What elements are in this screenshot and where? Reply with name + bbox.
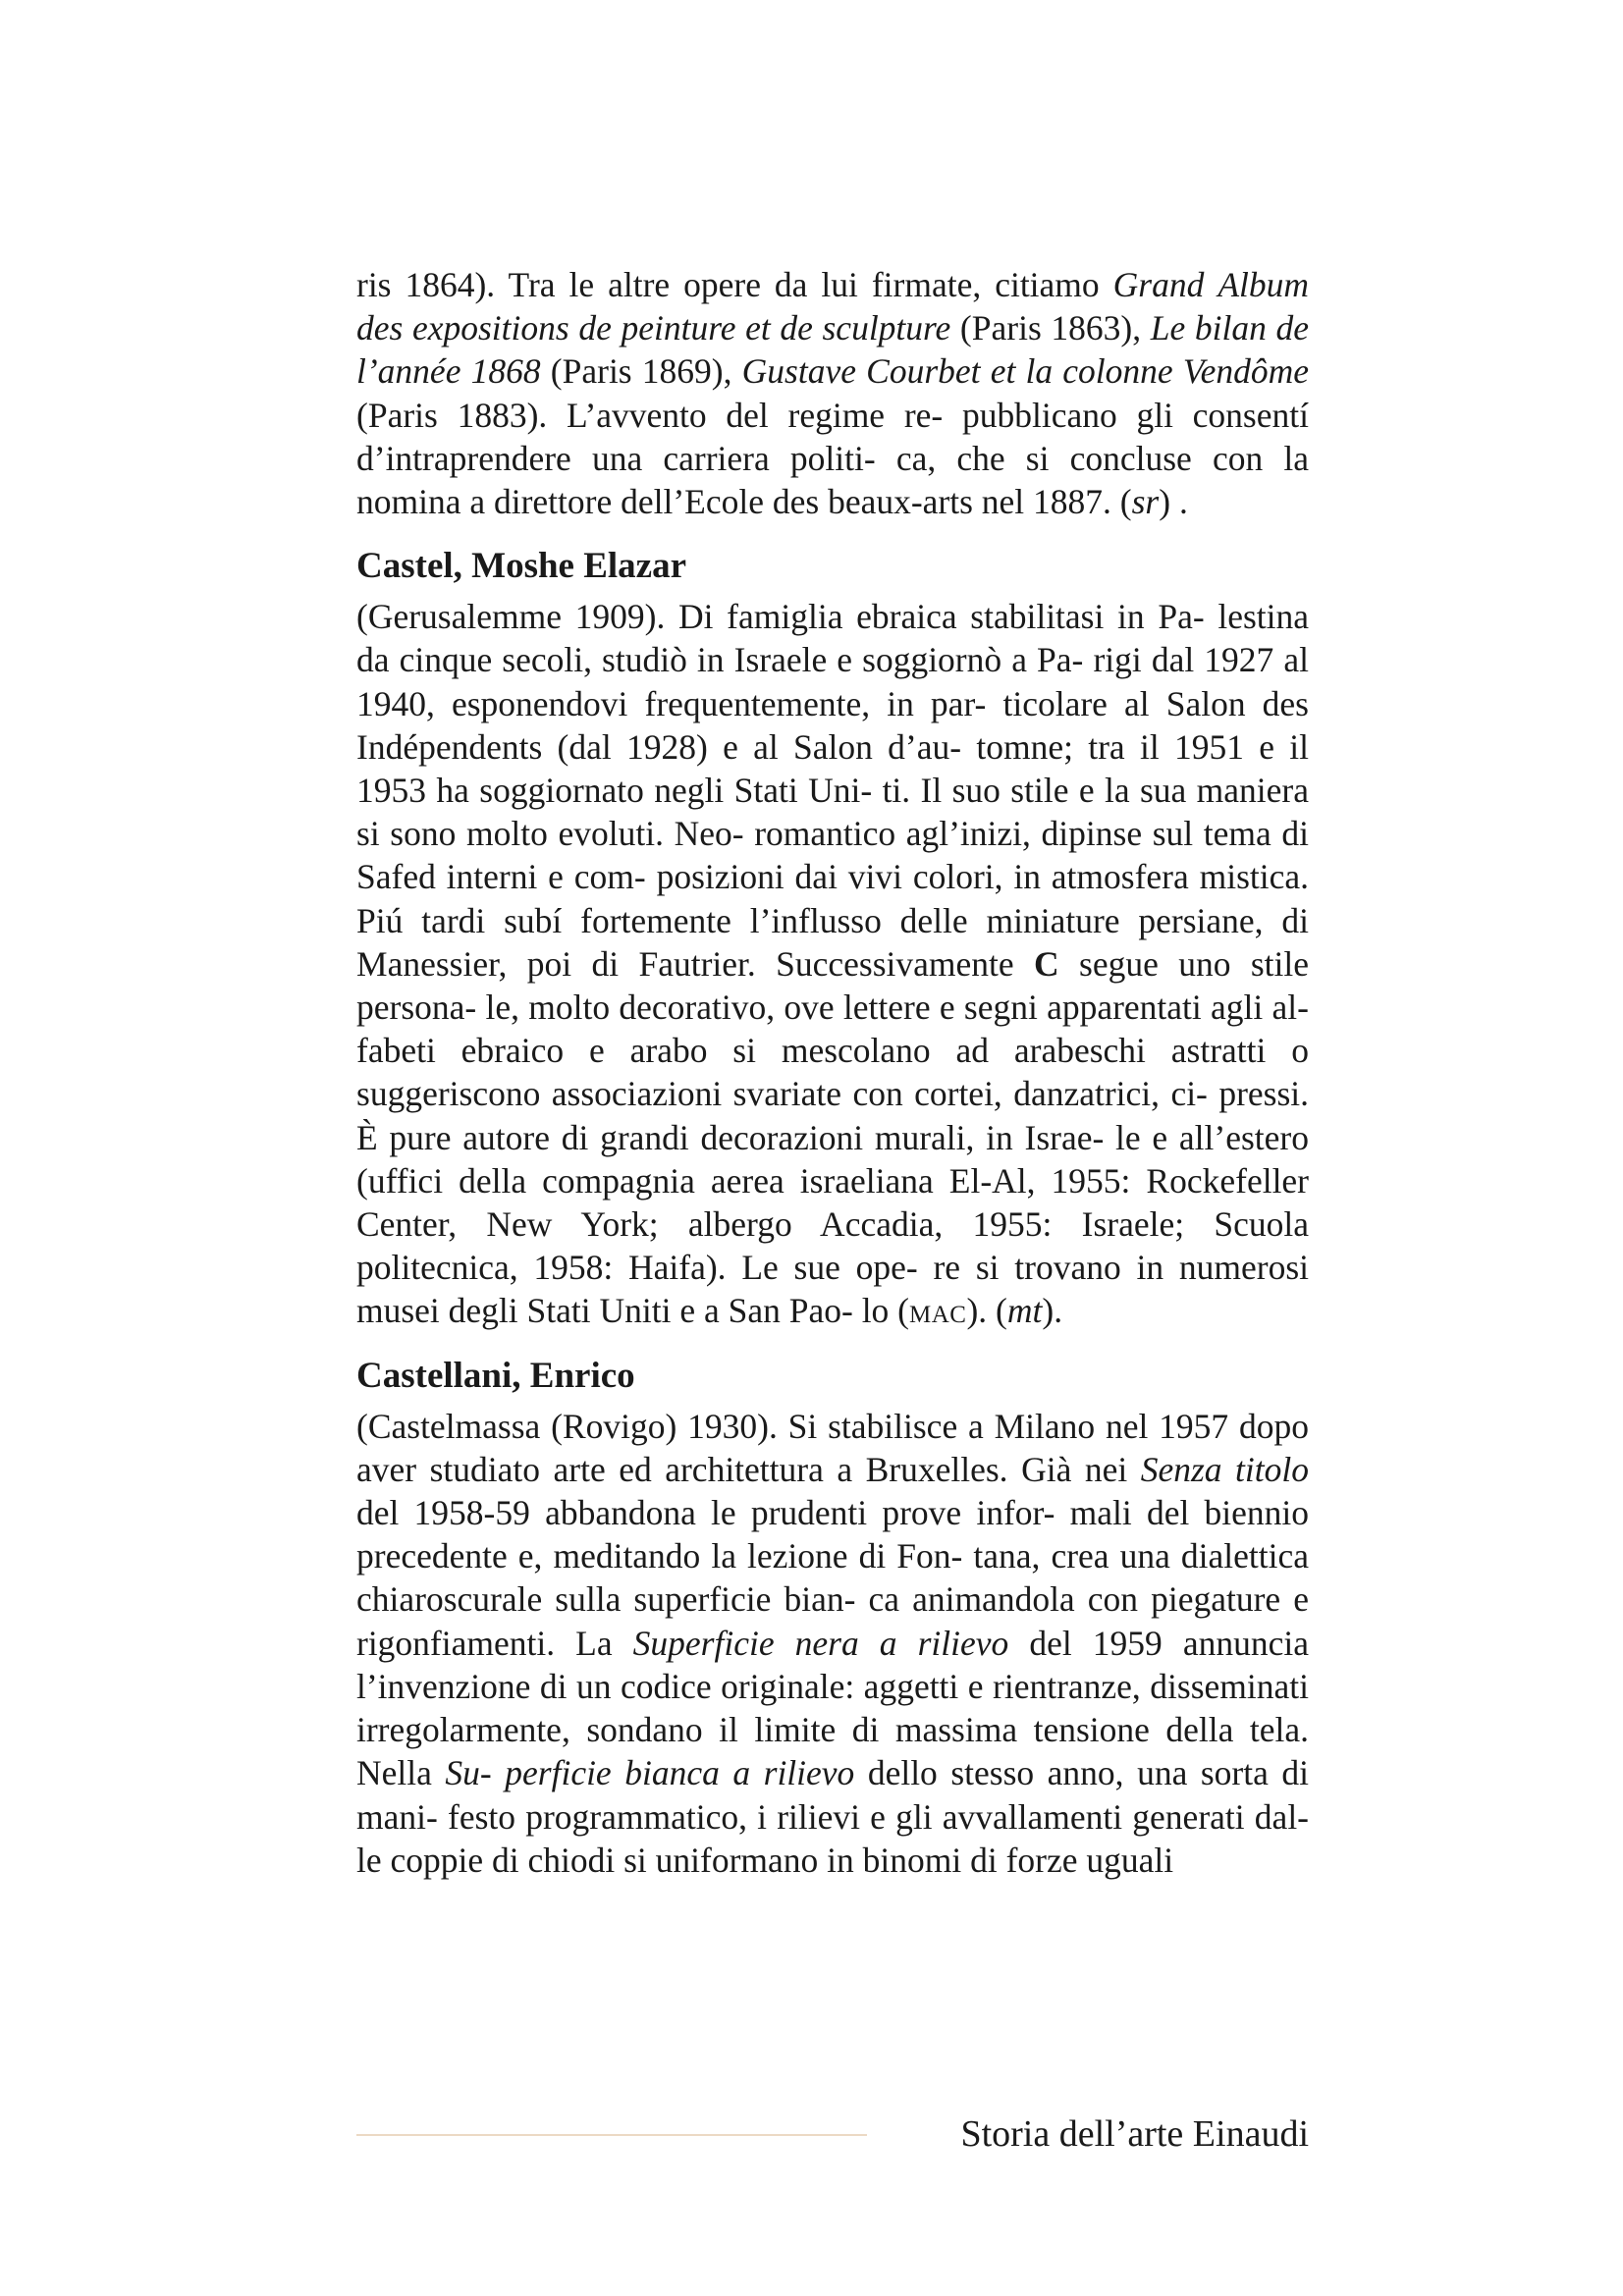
entry-text: [356, 1405, 1309, 1882]
text-line: [356, 1074, 1208, 1113]
text-line: [862, 1291, 1062, 1330]
page-footer: [356, 2110, 1309, 2160]
text-run: ti. Il suo stile e la sua maniera si sono molto evoluti. Neo-: [356, 771, 1309, 854]
text-run: ca animandola con piegature e rigonfiamenti. La: [356, 1579, 1309, 1663]
footer-title: Storia dell’arte Einaudi: [960, 2113, 1309, 2155]
text-run: le e all’estero (uffici della compagnia aerea israeliana El-Al,: [356, 1117, 1309, 1201]
text-run: ca, che si concluse con la nomina a direttore dell’Ecole des: [356, 438, 1309, 522]
text-run: le coppie di chiodi si uniformano in binomi di forze uguali: [356, 1840, 1174, 1880]
entry-text: [356, 263, 1309, 523]
text-run: re si trovano in numerosi musei degli Stati Uniti e a San Pao-: [356, 1248, 1310, 1331]
text-run: festo programmatico, i rilievi e gli avvallamenti generati dal-: [448, 1796, 1310, 1837]
text-run: Superficie: [632, 1623, 775, 1663]
text-run: C: [1034, 943, 1059, 984]
entry-heading: Castel, Moshe Elazar: [356, 546, 687, 587]
text-run: Le bilan de l’année 1868: [356, 308, 1309, 392]
text-run: sr: [1131, 482, 1160, 522]
text-run: Grand: [1112, 265, 1205, 304]
text-line: [356, 1407, 1228, 1446]
text-run: ris 1864). Tra le altre opere da lui firmate, citiamo: [356, 265, 1113, 304]
text-line: [356, 1031, 1309, 1070]
text-line: [486, 988, 1309, 1027]
text-run: del 1958-59 abbandona le prudenti prove infor-: [356, 1493, 1055, 1533]
text-run: tomne; tra il 1951 e il 1953 ha soggiornato negli Stati Uni-: [356, 726, 1310, 811]
text-run: poi di Fautrier. Successivamente: [526, 943, 1034, 984]
footer-rule: [356, 2134, 867, 2136]
page-body: [356, 263, 1309, 1882]
text-run: fabeti ebraico e arabo si mescolano ad arabeschi astratti o: [356, 1031, 1309, 1071]
text-run: 1955: Israele; Scuola politecnica, 1958: Haifa). Le sue ope-: [356, 1204, 1310, 1288]
text-line: [356, 597, 1205, 636]
text-run: colonne Vendôme: [1062, 351, 1309, 392]
text-run: (Paris 1863),: [950, 308, 1142, 348]
text-run: lestina da cinque secoli, studiò in Israele e soggiornò a Pa-: [356, 597, 1310, 680]
text-run: Su-: [445, 1753, 492, 1793]
text-run: (Paris 1869),: [540, 351, 742, 392]
text-run: mali del biennio precedente e, meditando la lezione di Fon-: [356, 1493, 1309, 1576]
text-run: Senza titolo: [1140, 1449, 1310, 1489]
entry-text: [356, 595, 1309, 1332]
text-run: nera a rilievo: [794, 1623, 1009, 1663]
text-run: pressi. È pure autore di grandi decorazioni murali, in Israe-: [356, 1074, 1310, 1157]
text-run: mac: [909, 1291, 967, 1331]
text-run: dopo aver studiato arte ed architettura a Bruxelles. Già nei: [356, 1406, 1310, 1489]
text-run: Gustave Courbet et la: [741, 351, 1054, 392]
text-run: pubblicano gli consentí d’intraprendere una carriera politi-: [356, 395, 1309, 478]
text-run: 1955: Rockefeller Center, New York; albergo Accadia,: [356, 1160, 1310, 1245]
text-run: posizioni dai vivi colori, in atmosfera mistica. Piú tardi subí: [356, 857, 1309, 940]
text-run: perficie bianca a rilievo: [505, 1753, 855, 1793]
text-run: sondano il limite di massima tensione della tela. Nella: [356, 1710, 1310, 1793]
text-run: segue uno stile persona-: [356, 943, 1309, 1028]
text-run: lo (: [861, 1291, 909, 1331]
text-run: suggeriscono associazioni svariate con cortei, danzatrici, ci-: [356, 1074, 1208, 1114]
text-run: originale: aggetti e rientranze, disseminati irregolarmente,: [356, 1666, 1309, 1750]
text-run: ticolare al Salon des Indépendents (dal 1928) e al Salon d’au-: [356, 683, 1309, 767]
text-run: Album des expositions de peinture et de sculpture: [356, 265, 1310, 348]
text-run: ). (: [966, 1291, 1007, 1331]
text-line: [448, 1797, 1309, 1837]
text-run: (Gerusalemme 1909). Di famiglia ebraica stabilitasi in Pa-: [356, 597, 1205, 637]
text-run: le, molto decorativo, ove lettere e segni apparentati agli al-: [485, 988, 1309, 1028]
entry: [356, 523, 1309, 1332]
text-run: mt: [1006, 1291, 1043, 1331]
text-run: rigi dal 1927 al 1940, esponendovi frequentemente, in par-: [356, 640, 1309, 723]
text-run: (Paris 1883). L’avvento del regime re-: [356, 395, 944, 435]
text-run: romantico agl’inizi, dipinse sul tema di Safed interni e com-: [356, 814, 1310, 897]
text-line: [828, 482, 1188, 521]
text-line: [356, 265, 1204, 304]
entry: [356, 1333, 1309, 1882]
text-run: dello stesso anno, una sorta di mani-: [356, 1753, 1309, 1837]
text-run: beaux-arts nel 1887. (: [828, 482, 1132, 522]
entry-heading: Castellani, Enrico: [356, 1355, 635, 1396]
text-run: del 1959 annuncia l’invenzione di un codice: [356, 1623, 1309, 1706]
text-run: ) .: [1159, 482, 1188, 522]
text-run: ).: [1042, 1291, 1063, 1331]
text-run: (Castelmassa (Rovigo) 1930). Si stabilisce a Milano nel 1957: [356, 1406, 1229, 1446]
text-line: [356, 1841, 1173, 1880]
entry: [356, 263, 1309, 523]
text-run: fortemente l’influsso delle miniature persiane, di Manessier,: [356, 900, 1309, 984]
text-run: tana, crea una dialettica chiaroscurale sulla superficie bian-: [356, 1536, 1309, 1620]
